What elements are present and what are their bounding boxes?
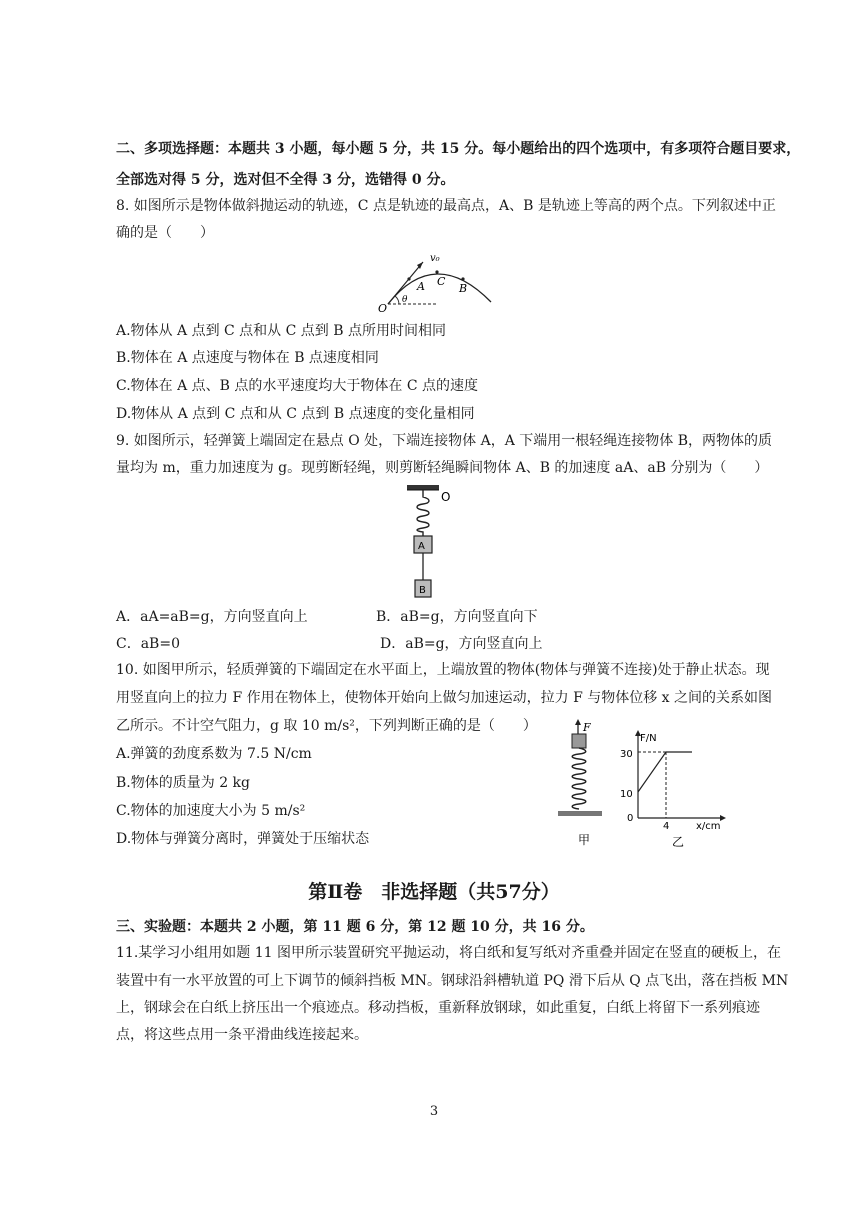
section2-header-line2: 全部选对得 5 分，选对但不全得 3 分，选错得 0 分。 [116, 172, 455, 188]
q9-spring-figure [405, 483, 465, 601]
section3-header: 三、实验题：本题共 2 小题，第 11 题 6 分，第 12 题 10 分，共 16 分。 [116, 919, 594, 935]
block [572, 734, 586, 748]
point-a [407, 277, 410, 280]
label-a: A [417, 280, 425, 293]
label-o: O [441, 490, 451, 504]
y-tick-30: 30 [620, 749, 633, 760]
part2-title: 第Ⅱ卷 非选择题（共57分） [308, 881, 560, 903]
label-theta: θ [402, 295, 408, 305]
label-v0: v₀ [430, 253, 440, 264]
ceiling [407, 485, 439, 490]
y-tick-10: 10 [620, 789, 633, 800]
label-c: C [437, 275, 446, 288]
q10-stem-line1: 10. 如图甲所示，轻质弹簧的下端固定在水平面上，上端放置的物体(物体与弹簧不连接)处于静止状态。现 [116, 662, 770, 678]
q10-option-a: A.弹簧的劲度系数为 7.5 N/cm [116, 746, 312, 762]
q9-stem-line2: 量均为 m，重力加速度为 g。现剪断轻绳，则剪断轻绳瞬间物体 A、B 的加速度 aA、aB 分别为（ ） [116, 460, 769, 476]
q10-option-d: D.物体与弹簧分离时，弹簧处于压缩状态 [116, 831, 370, 847]
page-number: 3 [429, 1104, 439, 1119]
x-axis-label: x/cm [696, 821, 721, 832]
q8-option-a: A.物体从 A 点到 C 点和从 C 点到 B 点所用时间相同 [116, 323, 446, 339]
q10-figure-yi [618, 728, 728, 850]
q8-option-b: B.物体在 A 点速度与物体在 B 点速度相同 [116, 350, 379, 366]
x-tick-4: 4 [663, 821, 670, 832]
q11-line4: 点，将这些点用一条平滑曲线连接起来。 [116, 1027, 368, 1043]
q9-option-c: C．aB=0 [116, 636, 180, 652]
q9-option-d: D．aB=g，方向竖直向上 [380, 636, 543, 652]
q10-stem-line3: 乙所示。不计空气阻力，g 取 10 m/s²，下列判断正确的是（ ） [116, 718, 537, 734]
label-b: B [459, 282, 468, 295]
q11-line2: 装置中有一水平放置的可上下调节的倾斜挡板 MN。钢球沿斜槽轨道 PQ 滑下后从 Q 点飞出，落在挡板 MN [116, 973, 789, 989]
point-c [435, 270, 438, 273]
y-axis-label: F/N [640, 733, 657, 744]
y-tick-0: 0 [627, 813, 634, 824]
q9-option-b: B．aB=g，方向竖直向下 [376, 609, 538, 625]
q8-option-c: C.物体在 A 点、B 点的水平速度均大于物体在 C 点的速度 [116, 378, 479, 394]
ground-hatch [558, 812, 602, 816]
q11-line1: 11.某学习小组用如题 11 图甲所示装置研究平抛运动，将白纸和复写纸对齐重叠并固定在竖直的硬板上，在 [116, 945, 781, 961]
point-b [461, 277, 464, 280]
q8-option-d: D.物体从 A 点到 C 点和从 C 点到 B 点速度的变化量相同 [116, 406, 475, 422]
q10-option-c: C.物体的加速度大小为 5 m/s² [116, 803, 306, 819]
spring [572, 748, 586, 809]
q8-projectile-figure [375, 250, 505, 315]
label-o: O [378, 302, 388, 315]
spring [417, 490, 429, 536]
f-line-sloped [638, 752, 666, 792]
q8-stem-line2: 确的是（ ） [116, 225, 214, 241]
q9-option-a: A．aA=aB=g，方向竖直向上 [116, 609, 308, 625]
label-f: F [583, 721, 591, 734]
q8-stem-line1: 8. 如图所示是物体做斜抛运动的轨迹，C 点是轨迹的最高点，A、B 是轨迹上等高的两个点。下列叙述中正 [116, 198, 776, 214]
caption-yi: 乙 [672, 835, 685, 849]
q10-option-b: B.物体的质量为 2 kg [116, 775, 250, 791]
q9-stem-line1: 9. 如图所示，轻弹簧上端固定在悬点 O 处，下端连接物体 A，A 下端用一根轻绳连接物体 B，两物体的质 [116, 433, 773, 449]
q11-line3: 上，钢球会在白纸上挤压出一个痕迹点。移动挡板，重新释放钢球，如此重复，白纸上将留下一系列痕迹 [116, 1000, 760, 1016]
label-b: B [419, 585, 426, 596]
caption-jia: 甲 [578, 833, 591, 847]
section2-header-line1: 二、多项选择题：本题共 3 小题，每小题 5 分，共 15 分。每小题给出的四个选项中，有多项符合题目要求， [116, 141, 801, 157]
label-a: A [418, 541, 425, 552]
q10-figure-jia [552, 718, 612, 850]
q10-stem-line2: 用竖直向上的拉力 F 作用在物体上，使物体开始向上做匀加速运动，拉力 F 与物体位移 x 之间的关系如图 [116, 690, 773, 706]
